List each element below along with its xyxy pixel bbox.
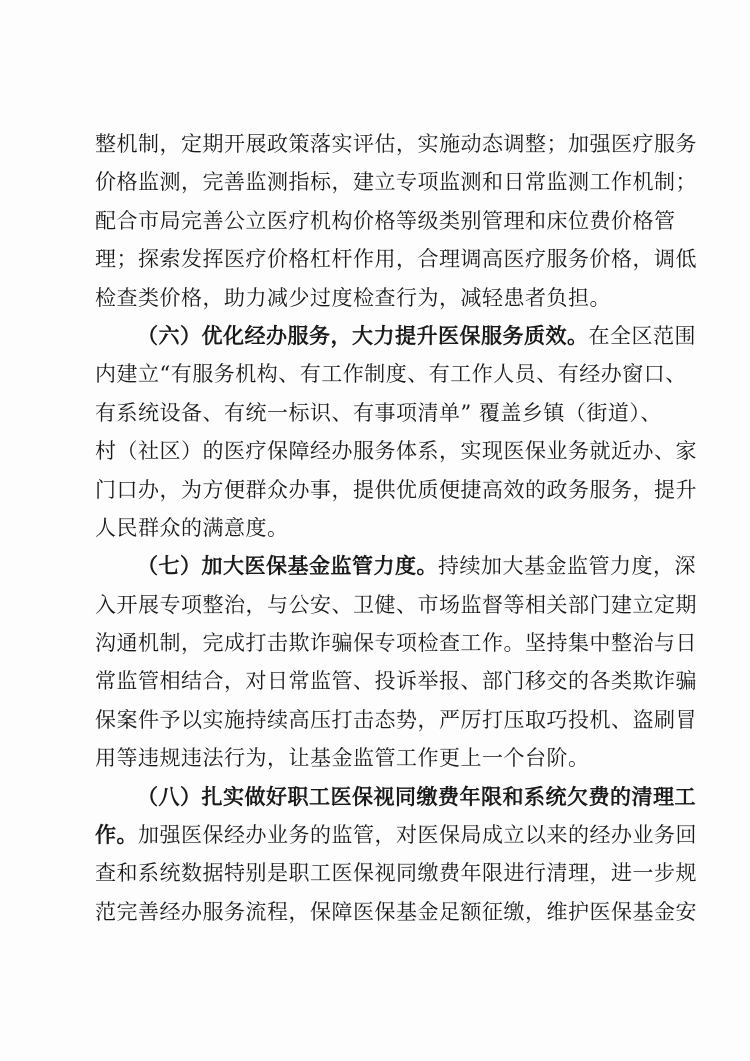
paragraph-line: 沟通机制，完成打击欺诈骗保专项检查工作。坚持集中整治与日 [95,631,697,656]
section-8-text: 加强医保经办业务的监管，对医保局成立以来的经办业务回 [138,823,697,848]
section-6-text: 在全区范围 [588,323,696,348]
section-8-heading: （八）扎实做好职工医保视同缴费年限和系统欠费的清理工 [137,783,696,809]
section-7-heading: （七）加大医保基金监管力度。 [137,553,438,579]
section-8-heading-end: 作。 [95,822,138,848]
document-body [95,125,697,931]
paragraph-line: 村（社区）的医疗保障经办服务体系，实现医保业务就近办、家 [95,439,697,464]
section-7-text: 持续加大基金监管力度，深 [438,554,696,579]
paragraph-line: 检查类价格，助力减少过度检查行为，减轻患者负担。 [95,285,611,310]
paragraph-line: 配合市局完善公立医疗机构价格等级类别管理和床位费价格管 [95,208,676,233]
paragraph-line: 入开展专项整治，与公安、卫健、市场监督等相关部门建立定期 [95,592,697,617]
paragraph-line: 整机制，定期开展政策落实评估，实施动态调整；加强医疗服务 [95,132,697,156]
paragraph-line: 理；探索发挥医疗价格杠杆作用，合理调高医疗服务价格，调低 [95,247,697,272]
paragraph-line: 常监管相结合，对日常监管、投诉举报、部门移交的各类欺诈骗 [95,669,697,694]
paragraph-line: 内建立“有服务机构、有工作制度、有工作人员、有经办窗口、 [95,362,687,387]
paragraph-line: 查和系统数据特别是职工医保视同缴费年限进行清理，进一步规 [95,861,697,886]
section-6-heading: （六）优化经办服务，大力提升医保服务质效。 [137,322,589,348]
paragraph-line: 有系统设备、有统一标识、有事项清单” 覆盖乡镇（街道）、 [95,400,662,425]
section-6-first-line [95,317,696,355]
paragraph-line: 门口办，为方便群众办事，提供优质便捷高效的政务服务，提升 [95,477,697,502]
paragraph-line: 保案件予以实施持续高压打击态势，严厉打压取巧投机、盗刷冒 [95,707,697,732]
section-8-second-line [95,816,697,854]
paragraph-line: 用等违规违法行为，让基金监管工作更上一个台阶。 [95,746,590,771]
paragraph-line: 价格监测，完善监测指标，建立专项监测和日常监测工作机制； [95,170,697,195]
paragraph-line: 人民群众的满意度。 [95,515,289,540]
paragraph-line: 范完善经办服务流程，保障医保基金足额征缴，维护医保基金安 [95,899,697,924]
section-7-first-line [95,547,696,585]
